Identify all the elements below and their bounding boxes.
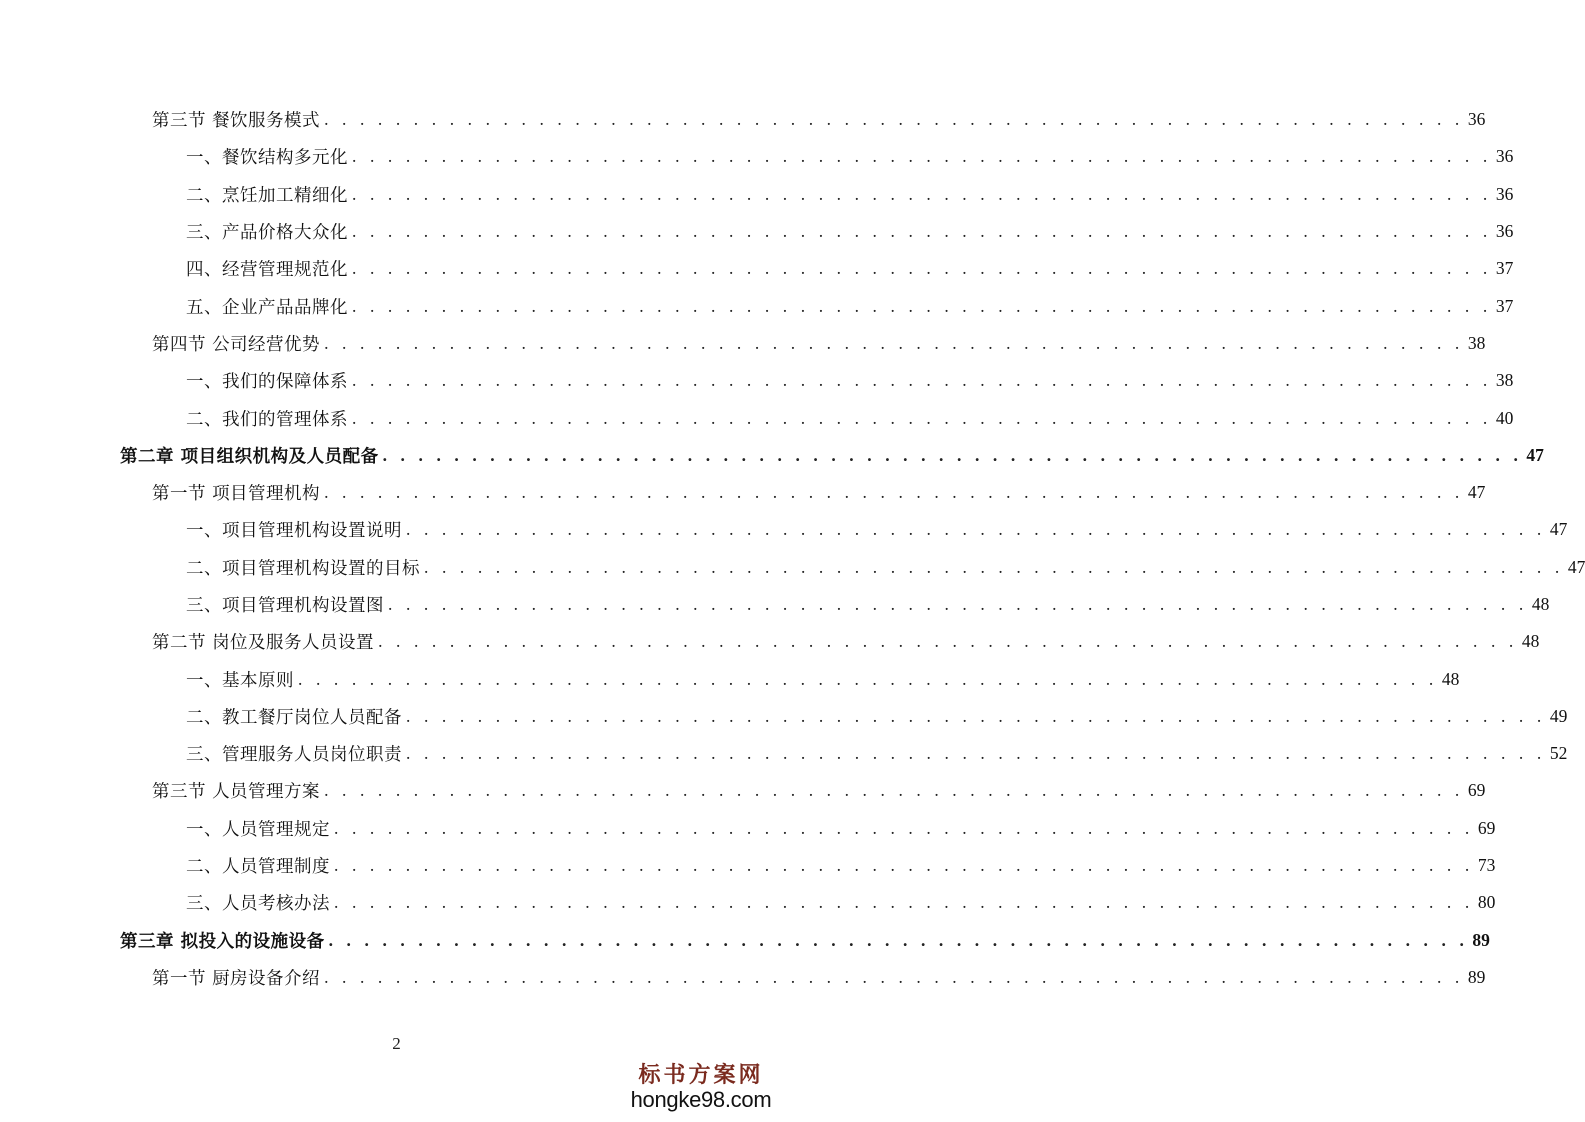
toc-entry-label: 二、教工餐厅岗位人员配备: [186, 707, 402, 728]
toc-entry-label: 第三章 拟投入的设施设备: [120, 931, 325, 952]
toc-entry-page: 36: [1495, 146, 1514, 167]
toc-chapter-row[interactable]: [0, 437, 1544, 474]
toc-entry-page: 38: [1467, 332, 1486, 353]
toc-entry-page: 69: [1467, 780, 1486, 801]
toc-entry-page: 80: [1477, 892, 1496, 913]
toc-section-row[interactable]: [0, 623, 1540, 660]
toc-entry-label: 四、经营管理规范化: [186, 260, 348, 281]
toc-item-row[interactable]: [0, 287, 1514, 324]
toc-item-row[interactable]: [0, 847, 1496, 884]
toc-dot-leader: . . . . . . . . . . . . . . . . . . . . . . . . . . . . . . . . . . . . . . . . . . . . . . . . . . . . . . . . . . . . . . . .: [352, 183, 1492, 204]
toc-entry-page: 47: [1526, 444, 1544, 465]
toc-dot-leader: . . . . . . . . . . . . . . . . . . . . . . . . . . . . . . . . . . . . . . . . . . . . . . . . . . . . . . . . . . . . . . . .: [334, 855, 1474, 876]
toc-entry-label: 三、项目管理机构设置图: [186, 596, 384, 616]
toc-dot-leader: . . . . . . . . . . . . . . . . . . . . . . . . . . . . . . . . . . . . . . . . . . . . . . . . . . . . . . . . . . . . . . . .: [324, 780, 1464, 801]
toc-entry-label: 二、我们的管理体系: [186, 409, 348, 430]
toc-dot-leader: . . . . . . . . . . . . . . . . . . . . . . . . . . . . . . . . . . . . . . . . . . . . . . . . . . . . . . . . . . . . . . . .: [352, 221, 1492, 242]
toc-entry-page: 38: [1495, 370, 1514, 391]
toc-entry-page: 89: [1467, 966, 1486, 987]
toc-dot-leader: . . . . . . . . . . . . . . . . . . . . . . . . . . . . . . . . . . . . . . . . . . . . . . . . . . . . . . . . . . . . . . . .: [328, 929, 1469, 950]
toc-entry-label: 一、项目管理机构设置说明: [186, 521, 402, 542]
toc-entry-page: 49: [1549, 705, 1568, 726]
toc-entry-label: 三、人员考核办法: [186, 894, 330, 915]
toc-entry-page: 69: [1477, 817, 1496, 838]
toc-dot-leader: . . . . . . . . . . . . . . . . . . . . . . . . . . . . . . . . . . . . . . . . . . . . . . . . . . . . . . . . . . . . . . . .: [406, 705, 1546, 726]
toc-entry-page: 37: [1495, 295, 1514, 316]
toc-dot-leader: . . . . . . . . . . . . . . . . . . . . . . . . . . . . . . . . . . . . . . . . . . . . . . . . . . . . . . . . . . . . . . . .: [324, 109, 1464, 130]
toc-entry-label: 三、产品价格大众化: [186, 223, 348, 244]
toc-entry-page: 48: [1521, 631, 1540, 652]
table-of-contents: [0, 101, 1585, 996]
toc-dot-leader: . . . . . . . . . . . . . . . . . . . . . . . . . . . . . . . . . . . . . . . . . . . . . . . . . . . . . . . . . . . . . . . .: [324, 332, 1464, 353]
toc-dot-leader: . . . . . . . . . . . . . . . . . . . . . . . . . . . . . . . . . . . . . . . . . . . . . . . . . . . . . . . . . . . . . . . .: [388, 594, 1528, 614]
toc-item-row[interactable]: [0, 735, 1568, 772]
toc-entry-label: 第三节 人员管理方案: [152, 782, 321, 803]
toc-item-row[interactable]: [0, 176, 1514, 213]
toc-entry-label: 第二节 岗位及服务人员设置: [152, 633, 375, 654]
toc-dot-leader: . . . . . . . . . . . . . . . . . . . . . . . . . . . . . . . . . . . . . . . . . . . . . . . . . . . . . . . . . . . . . . . .: [424, 556, 1564, 577]
toc-entry-label: 第二章 项目组织机构及人员配备: [120, 446, 379, 467]
toc-dot-leader: . . . . . . . . . . . . . . . . . . . . . . . . . . . . . . . . . . . . . . . . . . . . . . . . . . . . . . . . . . . . . . . .: [352, 407, 1492, 428]
toc-dot-leader: . . . . . . . . . . . . . . . . . . . . . . . . . . . . . . . . . . . . . . . . . . . . . . . . . . . . . . . . . . . . . . . .: [324, 482, 1464, 503]
watermark-url: hongke98.com: [630, 1087, 772, 1112]
toc-entry-label: 第四节 公司经营优势: [152, 334, 321, 355]
toc-dot-leader: . . . . . . . . . . . . . . . . . . . . . . . . . . . . . . . . . . . . . . . . . . . . . . . . . . . . . . . . . . . . . . . .: [298, 668, 1438, 689]
toc-entry-label: 一、我们的保障体系: [186, 372, 348, 393]
toc-item-row[interactable]: [0, 250, 1514, 287]
toc-item-row[interactable]: [0, 511, 1568, 548]
page-number: 2: [392, 1034, 401, 1053]
toc-item-row[interactable]: [0, 549, 1585, 586]
toc-entry-label: 五、企业产品品牌化: [186, 297, 348, 318]
toc-section-row[interactable]: [0, 474, 1486, 511]
toc-entry-label: 二、烹饪加工精细化: [186, 185, 348, 206]
toc-entry-label: 一、餐饮结构多元化: [186, 148, 348, 169]
toc-entry-page: 89: [1472, 929, 1490, 950]
toc-dot-leader: . . . . . . . . . . . . . . . . . . . . . . . . . . . . . . . . . . . . . . . . . . . . . . . . . . . . . . . . . . . . . . . .: [352, 146, 1492, 167]
toc-entry-page: 47: [1549, 519, 1568, 540]
toc-entry-page: 48: [1531, 594, 1550, 614]
toc-dot-leader: . . . . . . . . . . . . . . . . . . . . . . . . . . . . . . . . . . . . . . . . . . . . . . . . . . . . . . . . . . . . . . . .: [352, 258, 1492, 279]
toc-entry-label: 二、项目管理机构设置的目标: [186, 558, 420, 579]
toc-entry-page: 37: [1495, 258, 1514, 279]
toc-entry-page: 47: [1567, 556, 1585, 577]
toc-entry-label: 第一节 项目管理机构: [152, 484, 321, 505]
toc-item-row[interactable]: [0, 884, 1496, 921]
toc-dot-leader: . . . . . . . . . . . . . . . . . . . . . . . . . . . . . . . . . . . . . . . . . . . . . . . . . . . . . . . . . . . . . . . .: [382, 444, 1523, 465]
toc-entry-page: 48: [1441, 668, 1460, 689]
toc-item-row[interactable]: [0, 362, 1514, 399]
toc-entry-page: 40: [1495, 407, 1514, 428]
watermark-title: 标书方案网: [638, 1062, 764, 1088]
toc-section-row[interactable]: [0, 772, 1486, 809]
toc-entry-page: 36: [1495, 221, 1514, 242]
toc-dot-leader: . . . . . . . . . . . . . . . . . . . . . . . . . . . . . . . . . . . . . . . . . . . . . . . . . . . . . . . . . . . . . . . .: [324, 966, 1464, 987]
toc-item-row[interactable]: [0, 213, 1514, 250]
toc-entry-label: 第一节 厨房设备介绍: [152, 968, 321, 989]
toc-dot-leader: . . . . . . . . . . . . . . . . . . . . . . . . . . . . . . . . . . . . . . . . . . . . . . . . . . . . . . . . . . . . . . . .: [352, 295, 1492, 316]
watermark-logo: [621, 1062, 781, 1112]
toc-section-row[interactable]: [0, 959, 1486, 996]
toc-item-row[interactable]: [0, 810, 1496, 847]
toc-item-row[interactable]: [0, 399, 1514, 436]
toc-entry-label: 一、人员管理规定: [186, 819, 330, 840]
toc-entry-label: 二、人员管理制度: [186, 857, 330, 878]
toc-dot-leader: . . . . . . . . . . . . . . . . . . . . . . . . . . . . . . . . . . . . . . . . . . . . . . . . . . . . . . . . . . . . . . . .: [406, 743, 1546, 764]
toc-dot-leader: . . . . . . . . . . . . . . . . . . . . . . . . . . . . . . . . . . . . . . . . . . . . . . . . . . . . . . . . . . . . . . . .: [334, 817, 1474, 838]
toc-item-row[interactable]: [0, 138, 1514, 175]
toc-section-row[interactable]: [0, 325, 1486, 362]
toc-entry-label: 第三节 餐饮服务模式: [152, 111, 321, 132]
toc-dot-leader: . . . . . . . . . . . . . . . . . . . . . . . . . . . . . . . . . . . . . . . . . . . . . . . . . . . . . . . . . . . . . . . .: [334, 892, 1474, 913]
toc-dot-leader: . . . . . . . . . . . . . . . . . . . . . . . . . . . . . . . . . . . . . . . . . . . . . . . . . . . . . . . . . . . . . . . .: [352, 370, 1492, 391]
toc-entry-label: 三、管理服务人员岗位职责: [186, 745, 402, 766]
toc-entry-page: 36: [1467, 109, 1486, 130]
toc-entry-page: 73: [1477, 855, 1496, 876]
toc-entry-page: 52: [1549, 743, 1568, 764]
toc-chapter-row[interactable]: [0, 922, 1490, 959]
toc-dot-leader: . . . . . . . . . . . . . . . . . . . . . . . . . . . . . . . . . . . . . . . . . . . . . . . . . . . . . . . . . . . . . . . .: [378, 631, 1518, 652]
toc-entry-label: 一、基本原则: [186, 670, 294, 691]
toc-dot-leader: . . . . . . . . . . . . . . . . . . . . . . . . . . . . . . . . . . . . . . . . . . . . . . . . . . . . . . . . . . . . . . . .: [406, 519, 1546, 540]
toc-item-row[interactable]: [0, 586, 1550, 623]
toc-item-row[interactable]: [0, 660, 1460, 697]
toc-entry-page: 36: [1495, 183, 1514, 204]
toc-item-row[interactable]: [0, 698, 1568, 735]
toc-section-row[interactable]: [0, 101, 1486, 138]
toc-entry-page: 47: [1467, 482, 1486, 503]
